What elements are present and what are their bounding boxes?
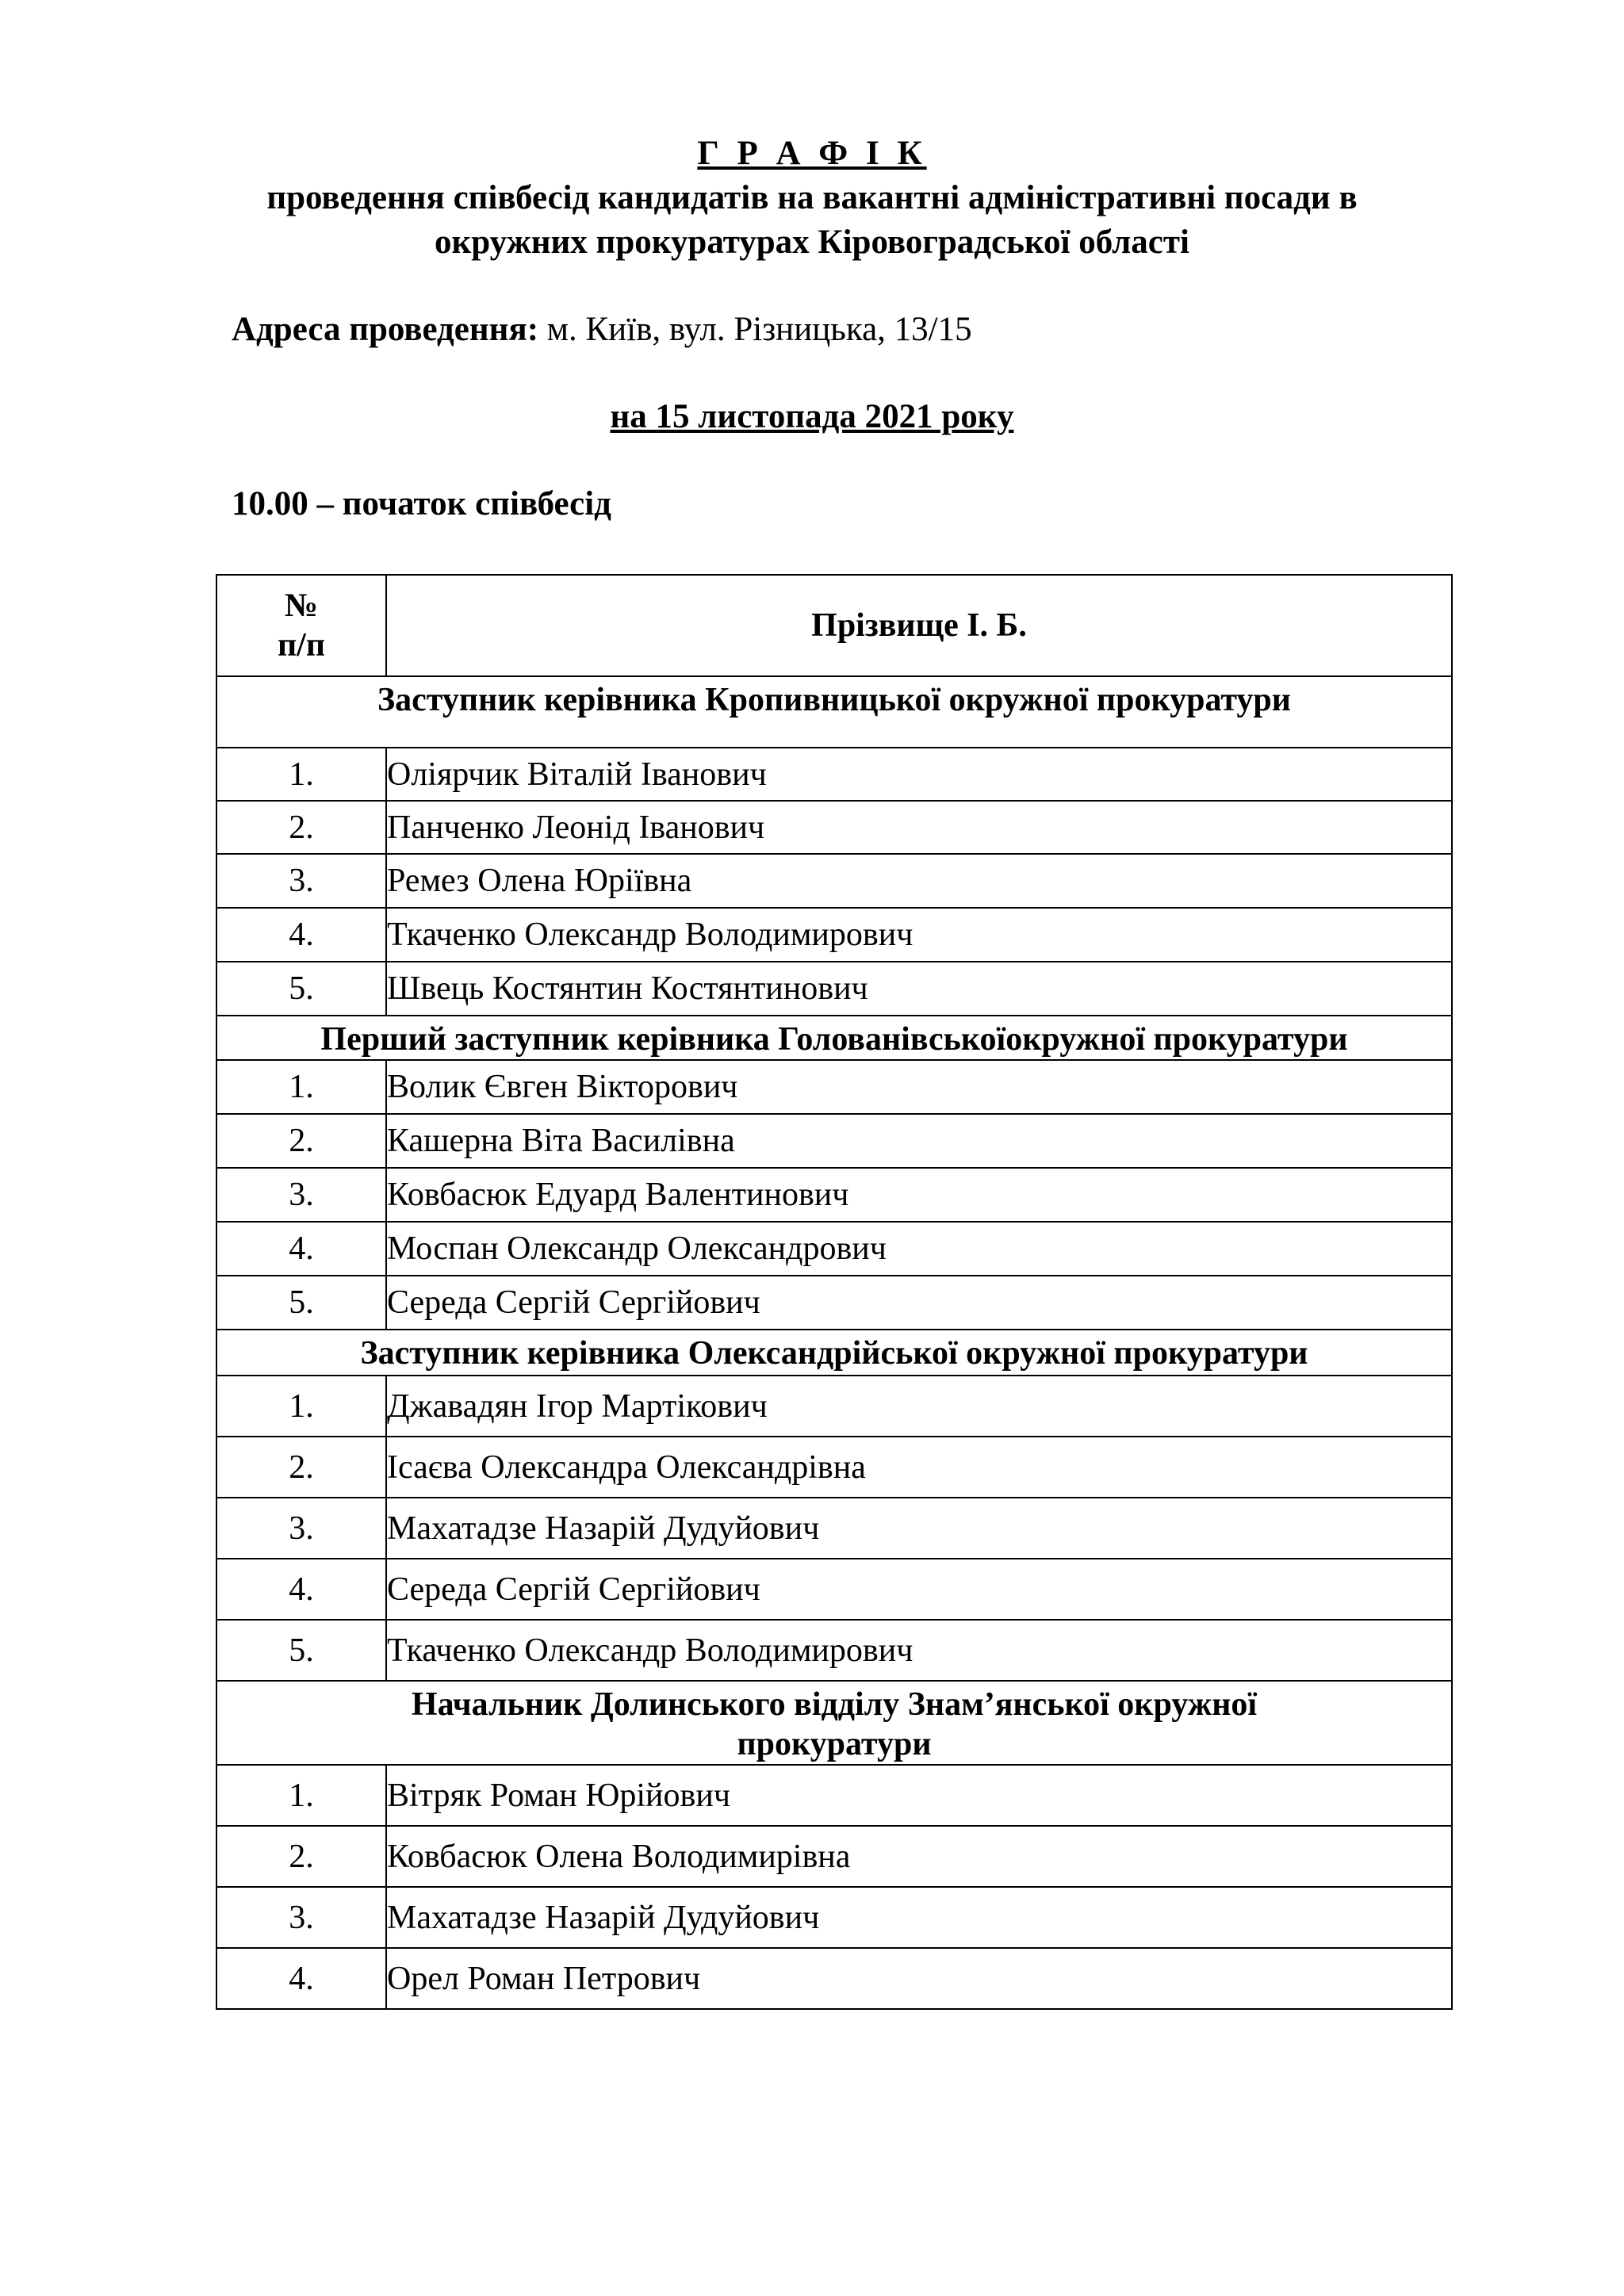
section-title: Заступник керівника Олександрійської окружної прокуратури: [216, 1330, 1452, 1376]
row-number: 5.: [216, 962, 386, 1016]
section-title: Перший заступник керівника Голованівськоїокружної прокуратури: [216, 1016, 1452, 1060]
start-time: 10.00 – початок співбесід: [232, 485, 611, 522]
row-number: 3.: [216, 1498, 386, 1559]
row-number: 2.: [216, 1114, 386, 1168]
candidate-name: Кашерна Віта Василівна: [386, 1114, 1452, 1168]
candidate-name: Джавадян Ігор Мартікович: [386, 1376, 1452, 1437]
table-row: [216, 1765, 1452, 1826]
candidate-name: Махатадзе Назарій Дудуйович: [386, 1498, 1452, 1559]
schedule-table: [216, 574, 1453, 2010]
subtitle-line-1: проведення співбесід кандидатів на вакантні адміністративні посади в: [266, 179, 1358, 216]
row-number: 1.: [216, 1376, 386, 1437]
candidate-name: Середа Сергій Сергійович: [386, 1559, 1452, 1620]
candidate-name: Ковбасюк Едуард Валентинович: [386, 1168, 1452, 1222]
row-number: 2.: [216, 1437, 386, 1498]
table-row: [216, 1826, 1452, 1887]
row-number: 1.: [216, 1060, 386, 1114]
section-title-row: [216, 676, 1452, 748]
row-number: 3.: [216, 1887, 386, 1948]
row-number: 4.: [216, 908, 386, 962]
candidate-name: Ткаченко Олександр Володимирович: [386, 908, 1452, 962]
table-row: [216, 1060, 1452, 1114]
row-number: 4.: [216, 1948, 386, 2009]
document-subtitle: [0, 176, 1624, 265]
row-number: 5.: [216, 1276, 386, 1330]
table-row: [216, 1559, 1452, 1620]
candidate-name: Ісаєва Олександра Олександрівна: [386, 1437, 1452, 1498]
address-value: м. Київ, вул. Різницька, 13/15: [538, 311, 972, 348]
row-number: 3.: [216, 854, 386, 908]
section-title: Заступник керівника Кропивницької окружної прокуратури: [216, 676, 1452, 748]
table-row: [216, 962, 1452, 1016]
table-row: [216, 1168, 1452, 1222]
candidate-name: Ткаченко Олександр Володимирович: [386, 1620, 1452, 1681]
table-row: [216, 1276, 1452, 1330]
table-row: [216, 908, 1452, 962]
column-header-number: № п/п: [216, 575, 386, 676]
section-title-row: [216, 1330, 1452, 1376]
candidate-name: Ковбасюк Олена Володимирівна: [386, 1826, 1452, 1887]
address: [232, 308, 972, 352]
candidate-name: Моспан Олександр Олександрович: [386, 1222, 1452, 1276]
row-number: 3.: [216, 1168, 386, 1222]
candidate-name: Ремез Олена Юріївна: [386, 854, 1452, 908]
candidate-name: Махатадзе Назарій Дудуйович: [386, 1887, 1452, 1948]
subtitle-line-2: окружних прокуратурах Кіровоградської області: [435, 224, 1189, 261]
table-row: [216, 1887, 1452, 1948]
candidate-name: Середа Сергій Сергійович: [386, 1276, 1452, 1330]
row-number: 2.: [216, 1826, 386, 1887]
section-title-row: [216, 1681, 1452, 1765]
table-row: [216, 1222, 1452, 1276]
candidate-name: Швець Костянтин Костянтинович: [386, 962, 1452, 1016]
row-number: 2.: [216, 801, 386, 854]
table-header-row: [216, 575, 1452, 676]
table-row: [216, 854, 1452, 908]
column-header-name: Прізвище І. Б.: [386, 575, 1452, 676]
candidate-name: Вітряк Роман Юрійович: [386, 1765, 1452, 1826]
section-title-row: [216, 1016, 1452, 1060]
candidate-name: Волик Євген Вікторович: [386, 1060, 1452, 1114]
document-title: Г Р А Ф І К: [697, 135, 927, 172]
table-row: [216, 801, 1452, 854]
candidate-name: Панченко Леонід Іванович: [386, 801, 1452, 854]
table-row: [216, 1498, 1452, 1559]
candidate-name: Оліярчик Віталій Іванович: [386, 748, 1452, 801]
row-number: 1.: [216, 1765, 386, 1826]
table-row: [216, 1948, 1452, 2009]
table-row: [216, 1620, 1452, 1681]
candidate-name: Орел Роман Петрович: [386, 1948, 1452, 2009]
row-number: 4.: [216, 1559, 386, 1620]
table-row: [216, 1376, 1452, 1437]
row-number: 1.: [216, 748, 386, 801]
table-row: [216, 1437, 1452, 1498]
address-label: Адреса проведення:: [232, 311, 539, 348]
schedule-date: на 15 листопада 2021 року: [610, 398, 1014, 435]
table-row: [216, 748, 1452, 801]
row-number: 4.: [216, 1222, 386, 1276]
table-row: [216, 1114, 1452, 1168]
row-number: 5.: [216, 1620, 386, 1681]
section-title: Начальник Долинського відділу Знам’янської окружної прокуратури: [216, 1681, 1452, 1765]
